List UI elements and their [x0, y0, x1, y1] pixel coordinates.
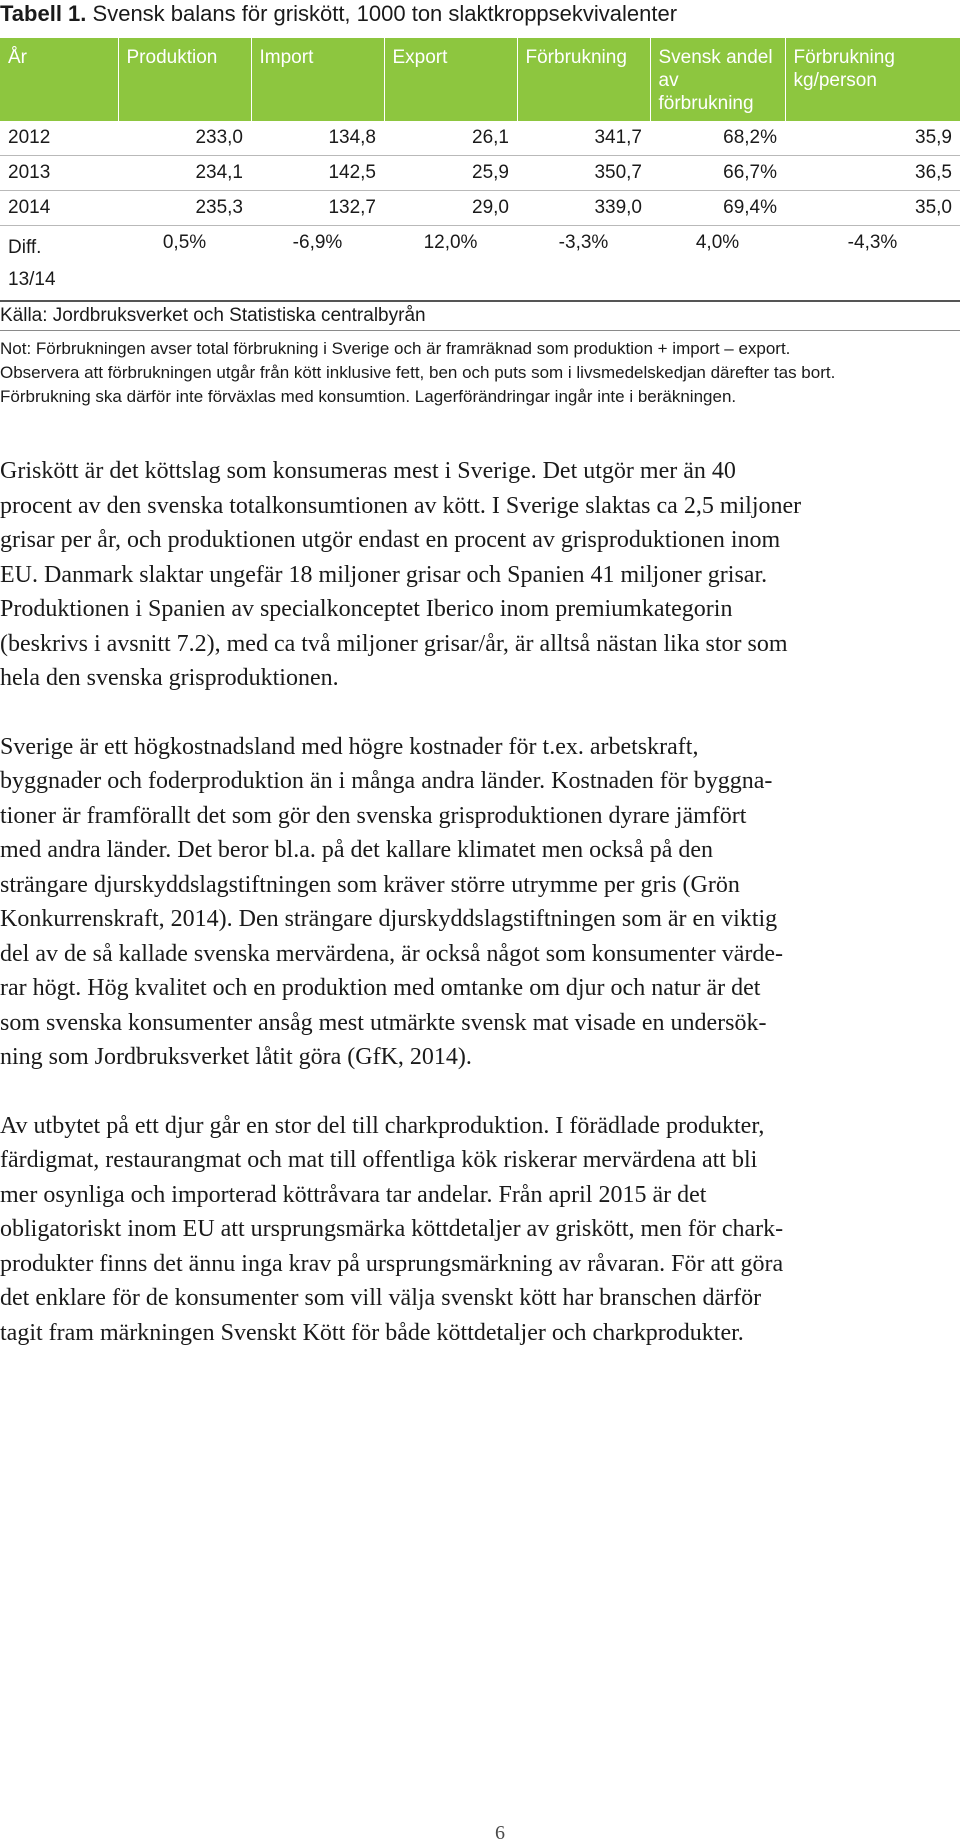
column-header-swedish-share: Svensk andel av förbrukning — [650, 38, 785, 121]
table-cell: -4,3% — [785, 226, 960, 302]
table-cell: 339,0 — [517, 191, 650, 226]
table-cell: 29,0 — [384, 191, 517, 226]
text-line: det enklare för de konsumenter som vill välja svenskt kött har branschen därför — [0, 1285, 762, 1311]
table-cell: 235,3 — [118, 191, 251, 226]
text-line: Sverige är ett högkostnadsland med högre kostnader för t.ex. arbetskraft, — [0, 733, 699, 760]
table-cell: 66,7% — [650, 156, 785, 191]
table-cell: 35,0 — [785, 191, 960, 226]
text-line: tioner är framförallt det som gör den svenska grisproduktionen dyrare jämfört — [0, 802, 747, 829]
column-header-import: Import — [251, 38, 384, 121]
table-cell: 2013 — [0, 156, 118, 191]
text-line: rar högt. Hög kvalitet och en produktion med omtanke om djur och natur är det — [0, 975, 761, 1001]
paragraph — [0, 1109, 960, 1351]
table-cell: 350,7 — [517, 156, 650, 191]
text-line: ning som Jordbruksverket låtit göra (GfK, 2014). — [0, 1044, 472, 1070]
column-header-consumption: Förbrukning — [517, 38, 650, 121]
table-cell: 36,5 — [785, 156, 960, 191]
page-number: 6 — [495, 1822, 505, 1844]
table-cell: 142,5 — [251, 156, 384, 191]
column-header-production: Produktion — [118, 38, 251, 121]
table-row — [0, 156, 960, 191]
diff-label: Diff. — [8, 237, 42, 258]
note-line: Not: Förbrukningen avser total förbrukning i Sverige och är framräknad som produktion + import – export. — [0, 339, 791, 358]
text-line: tagit fram märkningen Svenskt Kött för både köttdetaljer och charkprodukter. — [0, 1319, 744, 1346]
text-line: procent av den svenska totalkonsumtionen av kött. I Sverige slaktas ca 2,5 miljoner — [0, 492, 802, 519]
table-source: Källa: Jordbruksverket och Statistiska centralbyrån — [0, 305, 426, 326]
table-cell: 134,8 — [251, 121, 384, 156]
text-line: produkter finns det ännu inga krav på ursprungsmärkning av råvaran. För att göra — [0, 1250, 784, 1277]
pork-balance-table — [0, 38, 960, 302]
table-row — [0, 121, 960, 156]
diff-label-cell — [0, 226, 118, 302]
table-row-diff — [0, 226, 960, 302]
table-caption-label: Tabell 1. — [0, 1, 87, 26]
table-cell: 12,0% — [384, 226, 517, 302]
paragraph — [0, 454, 960, 696]
text-line: Av utbytet på ett djur går en stor del till charkproduktion. I förädlade produkter, — [0, 1112, 765, 1139]
table-cell: 69,4% — [650, 191, 785, 226]
note-line: Förbrukning ska därför inte förväxlas med konsumtion. Lagerförändringar ingår inte i beräkningen. — [0, 387, 737, 406]
text-line: EU. Danmark slaktar ungefär 18 miljoner grisar och Spanien 41 miljoner grisar. — [0, 561, 768, 588]
text-line: med andra länder. Det beror bl.a. på det kallare klimatet men också på den — [0, 837, 714, 863]
text-line: Konkurrenskraft, 2014). Den strängare djurskyddslagstiftningen som är en viktig — [0, 906, 778, 932]
table-cell: 2014 — [0, 191, 118, 226]
text-line: som svenska konsumenter ansåg mest utmärkte svensk mat visade en undersök- — [0, 1009, 767, 1036]
column-header-export: Export — [384, 38, 517, 121]
table-cell: 132,7 — [251, 191, 384, 226]
table-cell: 35,9 — [785, 121, 960, 156]
table-cell: 2012 — [0, 121, 118, 156]
table-caption — [0, 0, 677, 28]
table-row — [0, 191, 960, 226]
table-cell: 25,9 — [384, 156, 517, 191]
text-line: Griskött är det köttslag som konsumeras mest i Sverige. Det utgör mer än 40 — [0, 458, 736, 484]
text-line: del av de så kallade svenska mervärdena, är också något som konsumenter värde- — [0, 940, 784, 967]
table-cell: 234,1 — [118, 156, 251, 191]
column-header-consumption-per-person: Förbrukning kg/person — [785, 38, 960, 121]
table-cell: 68,2% — [650, 121, 785, 156]
text-line: (beskrivs i avsnitt 7.2), med ca två miljoner grisar/år, är alltså nästan lika stor som — [0, 630, 788, 657]
text-line: Produktionen i Spanien av specialkonceptet Iberico inom premiumkategorin — [0, 596, 733, 622]
text-line: färdigmat, restaurangmat och mat till offentliga kök riskerar mervärdena att bli — [0, 1147, 758, 1173]
table-cell: 341,7 — [517, 121, 650, 156]
table-cell: -6,9% — [251, 226, 384, 302]
text-line: byggnader och foderproduktion än i många andra länder. Kostnaden för byggna- — [0, 768, 773, 794]
body-text — [0, 454, 960, 1384]
column-header-year: År — [0, 38, 118, 121]
paragraph — [0, 730, 960, 1075]
table-header-row — [0, 38, 960, 121]
table-cell: 26,1 — [384, 121, 517, 156]
diff-period: 13/14 — [8, 269, 56, 290]
text-line: hela den svenska grisproduktionen. — [0, 665, 339, 691]
table-cell: 233,0 — [118, 121, 251, 156]
text-line: mer osynliga och importerad köttråvara tar andelar. Från april 2015 är det — [0, 1181, 707, 1208]
table-cell: -3,3% — [517, 226, 650, 302]
text-line: strängare djurskyddslagstiftningen som kräver större utrymme per gris (Grön — [0, 871, 740, 898]
table-caption-title: Svensk balans för griskött, 1000 ton slaktkroppsekvivalenter — [92, 1, 678, 26]
text-line: obligatoriskt inom EU att ursprungsmärka köttdetaljer av griskött, men för chark- — [0, 1216, 784, 1242]
divider — [0, 330, 960, 331]
note-line: Observera att förbrukningen utgår från kött inklusive fett, ben och puts som i livsmedelskedjan därefter tas bort. — [0, 363, 836, 382]
text-line: grisar per år, och produktionen utgör endast en procent av grisproduktionen inom — [0, 527, 781, 553]
table-cell: 4,0% — [650, 226, 785, 302]
table-cell: 0,5% — [118, 226, 251, 302]
table-note — [0, 337, 960, 409]
